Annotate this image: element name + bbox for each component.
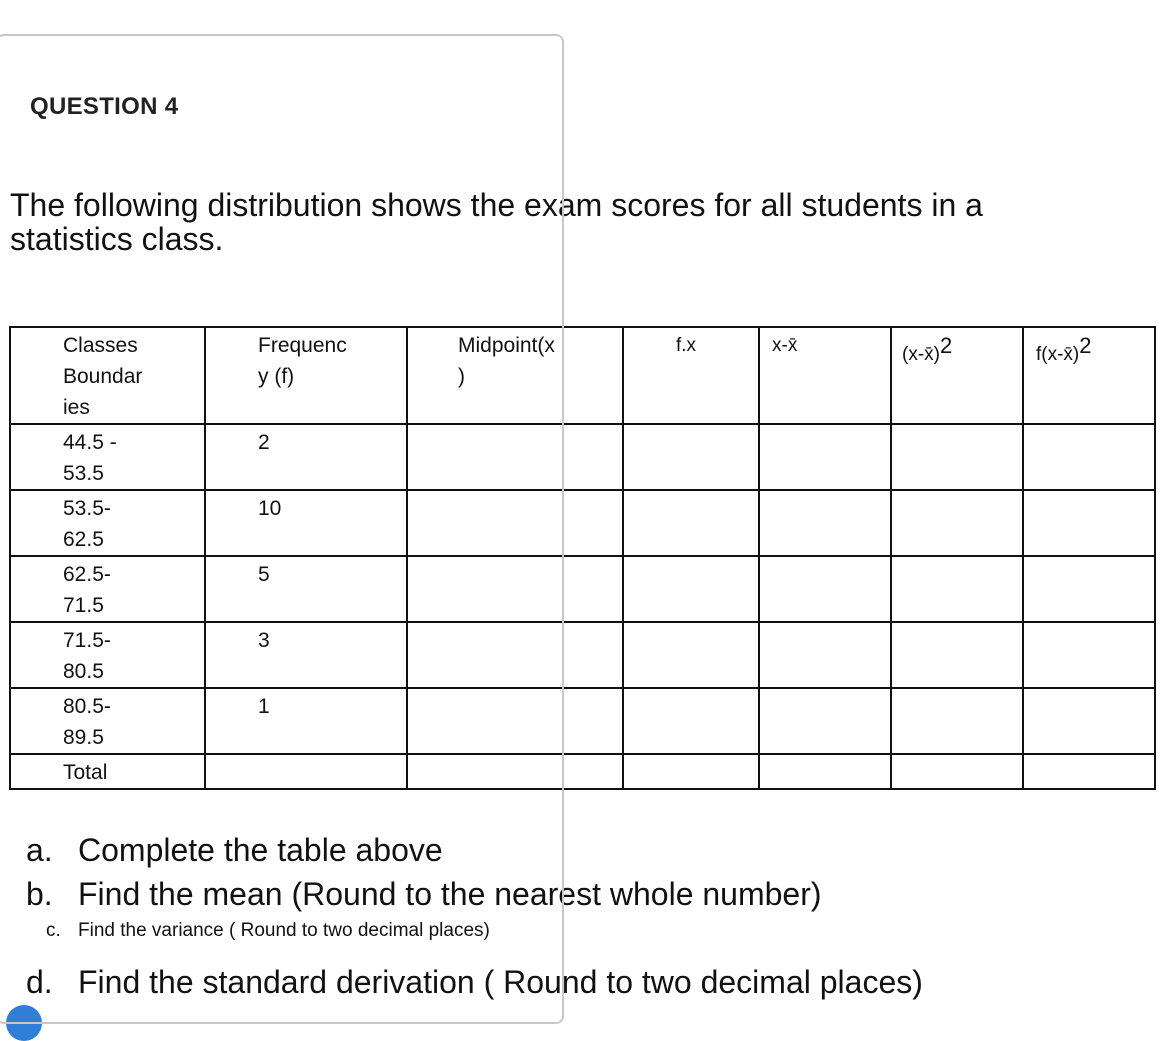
class-boundary-cell: 62.5- 71.5 (10, 556, 205, 622)
fx-cell[interactable] (623, 622, 759, 688)
distribution-table (9, 326, 1156, 790)
total-freq-squared-deviation-cell[interactable] (1023, 754, 1155, 789)
midpoint-cell[interactable] (407, 556, 623, 622)
squared-deviation-cell[interactable] (891, 688, 1023, 754)
class-boundary-cell: 44.5 - 53.5 (10, 424, 205, 490)
item-d (26, 960, 923, 1004)
x-minus-mean-cell[interactable] (759, 556, 891, 622)
item-text: Complete the table above (78, 832, 443, 868)
item-marker: a. (26, 832, 53, 868)
frequency-cell: 1 (205, 688, 407, 754)
frequency-cell: 5 (205, 556, 407, 622)
item-marker: d. (26, 964, 53, 1000)
frequency-cell: 2 (205, 424, 407, 490)
midpoint-cell[interactable] (407, 490, 623, 556)
item-marker: b. (26, 876, 53, 912)
total-row (10, 754, 1155, 789)
header-fx: f.x (623, 327, 759, 424)
frequency-cell: 10 (205, 490, 407, 556)
header-midpoint: Midpoint(x ) (407, 327, 623, 424)
frequency-cell: 3 (205, 622, 407, 688)
total-squared-deviation-cell[interactable] (891, 754, 1023, 789)
freq-squared-deviation-cell[interactable] (1023, 688, 1155, 754)
freq-squared-deviation-cell[interactable] (1023, 490, 1155, 556)
total-frequency-cell[interactable] (205, 754, 407, 789)
class-boundary-cell: 80.5- 89.5 (10, 688, 205, 754)
question-label: QUESTION 4 (30, 93, 179, 120)
header-x-minus-mean: x-x̄ (759, 327, 891, 424)
table-row (10, 424, 1155, 490)
freq-squared-deviation-cell[interactable] (1023, 622, 1155, 688)
fx-cell[interactable] (623, 424, 759, 490)
freq-squared-deviation-cell[interactable] (1023, 556, 1155, 622)
fx-cell[interactable] (623, 490, 759, 556)
intro-line-2: statistics class. (10, 221, 224, 257)
item-marker: c. (46, 920, 61, 941)
item-c (26, 916, 923, 946)
table-header-row (10, 327, 1155, 424)
table-row (10, 622, 1155, 688)
question-items (26, 828, 923, 1004)
total-fx-cell[interactable] (623, 754, 759, 789)
x-minus-mean-cell[interactable] (759, 490, 891, 556)
intro-line-1: The following distribution shows the exam scores for all students in a (10, 187, 983, 223)
midpoint-cell[interactable] (407, 688, 623, 754)
table-row (10, 556, 1155, 622)
x-minus-mean-cell[interactable] (759, 424, 891, 490)
fx-cell[interactable] (623, 556, 759, 622)
header-freq-squared-deviation: f(x-x̄)2 (1023, 327, 1155, 424)
x-minus-mean-cell[interactable] (759, 688, 891, 754)
item-b (26, 872, 923, 916)
item-text: Find the variance ( Round to two decimal places) (78, 920, 490, 941)
item-a (26, 828, 923, 872)
total-label: Total (10, 754, 205, 789)
header-frequency: Frequenc y (f) (205, 327, 407, 424)
class-boundary-cell: 53.5- 62.5 (10, 490, 205, 556)
squared-deviation-cell[interactable] (891, 424, 1023, 490)
table-row (10, 688, 1155, 754)
item-text: Find the mean (Round to the nearest whole number) (78, 876, 822, 912)
status-dot-icon (6, 1005, 42, 1041)
squared-deviation-cell[interactable] (891, 556, 1023, 622)
class-boundary-cell: 71.5- 80.5 (10, 622, 205, 688)
header-squared-deviation: (x-x̄)2 (891, 327, 1023, 424)
intro-text (10, 188, 1110, 256)
table-row (10, 490, 1155, 556)
total-midpoint-cell[interactable] (407, 754, 623, 789)
squared-deviation-cell[interactable] (891, 490, 1023, 556)
total-x-minus-mean-cell[interactable] (759, 754, 891, 789)
x-minus-mean-cell[interactable] (759, 622, 891, 688)
fx-cell[interactable] (623, 688, 759, 754)
freq-squared-deviation-cell[interactable] (1023, 424, 1155, 490)
midpoint-cell[interactable] (407, 424, 623, 490)
item-text: Find the standard derivation ( Round to two decimal places) (78, 964, 923, 1000)
header-class-boundaries: Classes Boundar ies (10, 327, 205, 424)
midpoint-cell[interactable] (407, 622, 623, 688)
squared-deviation-cell[interactable] (891, 622, 1023, 688)
